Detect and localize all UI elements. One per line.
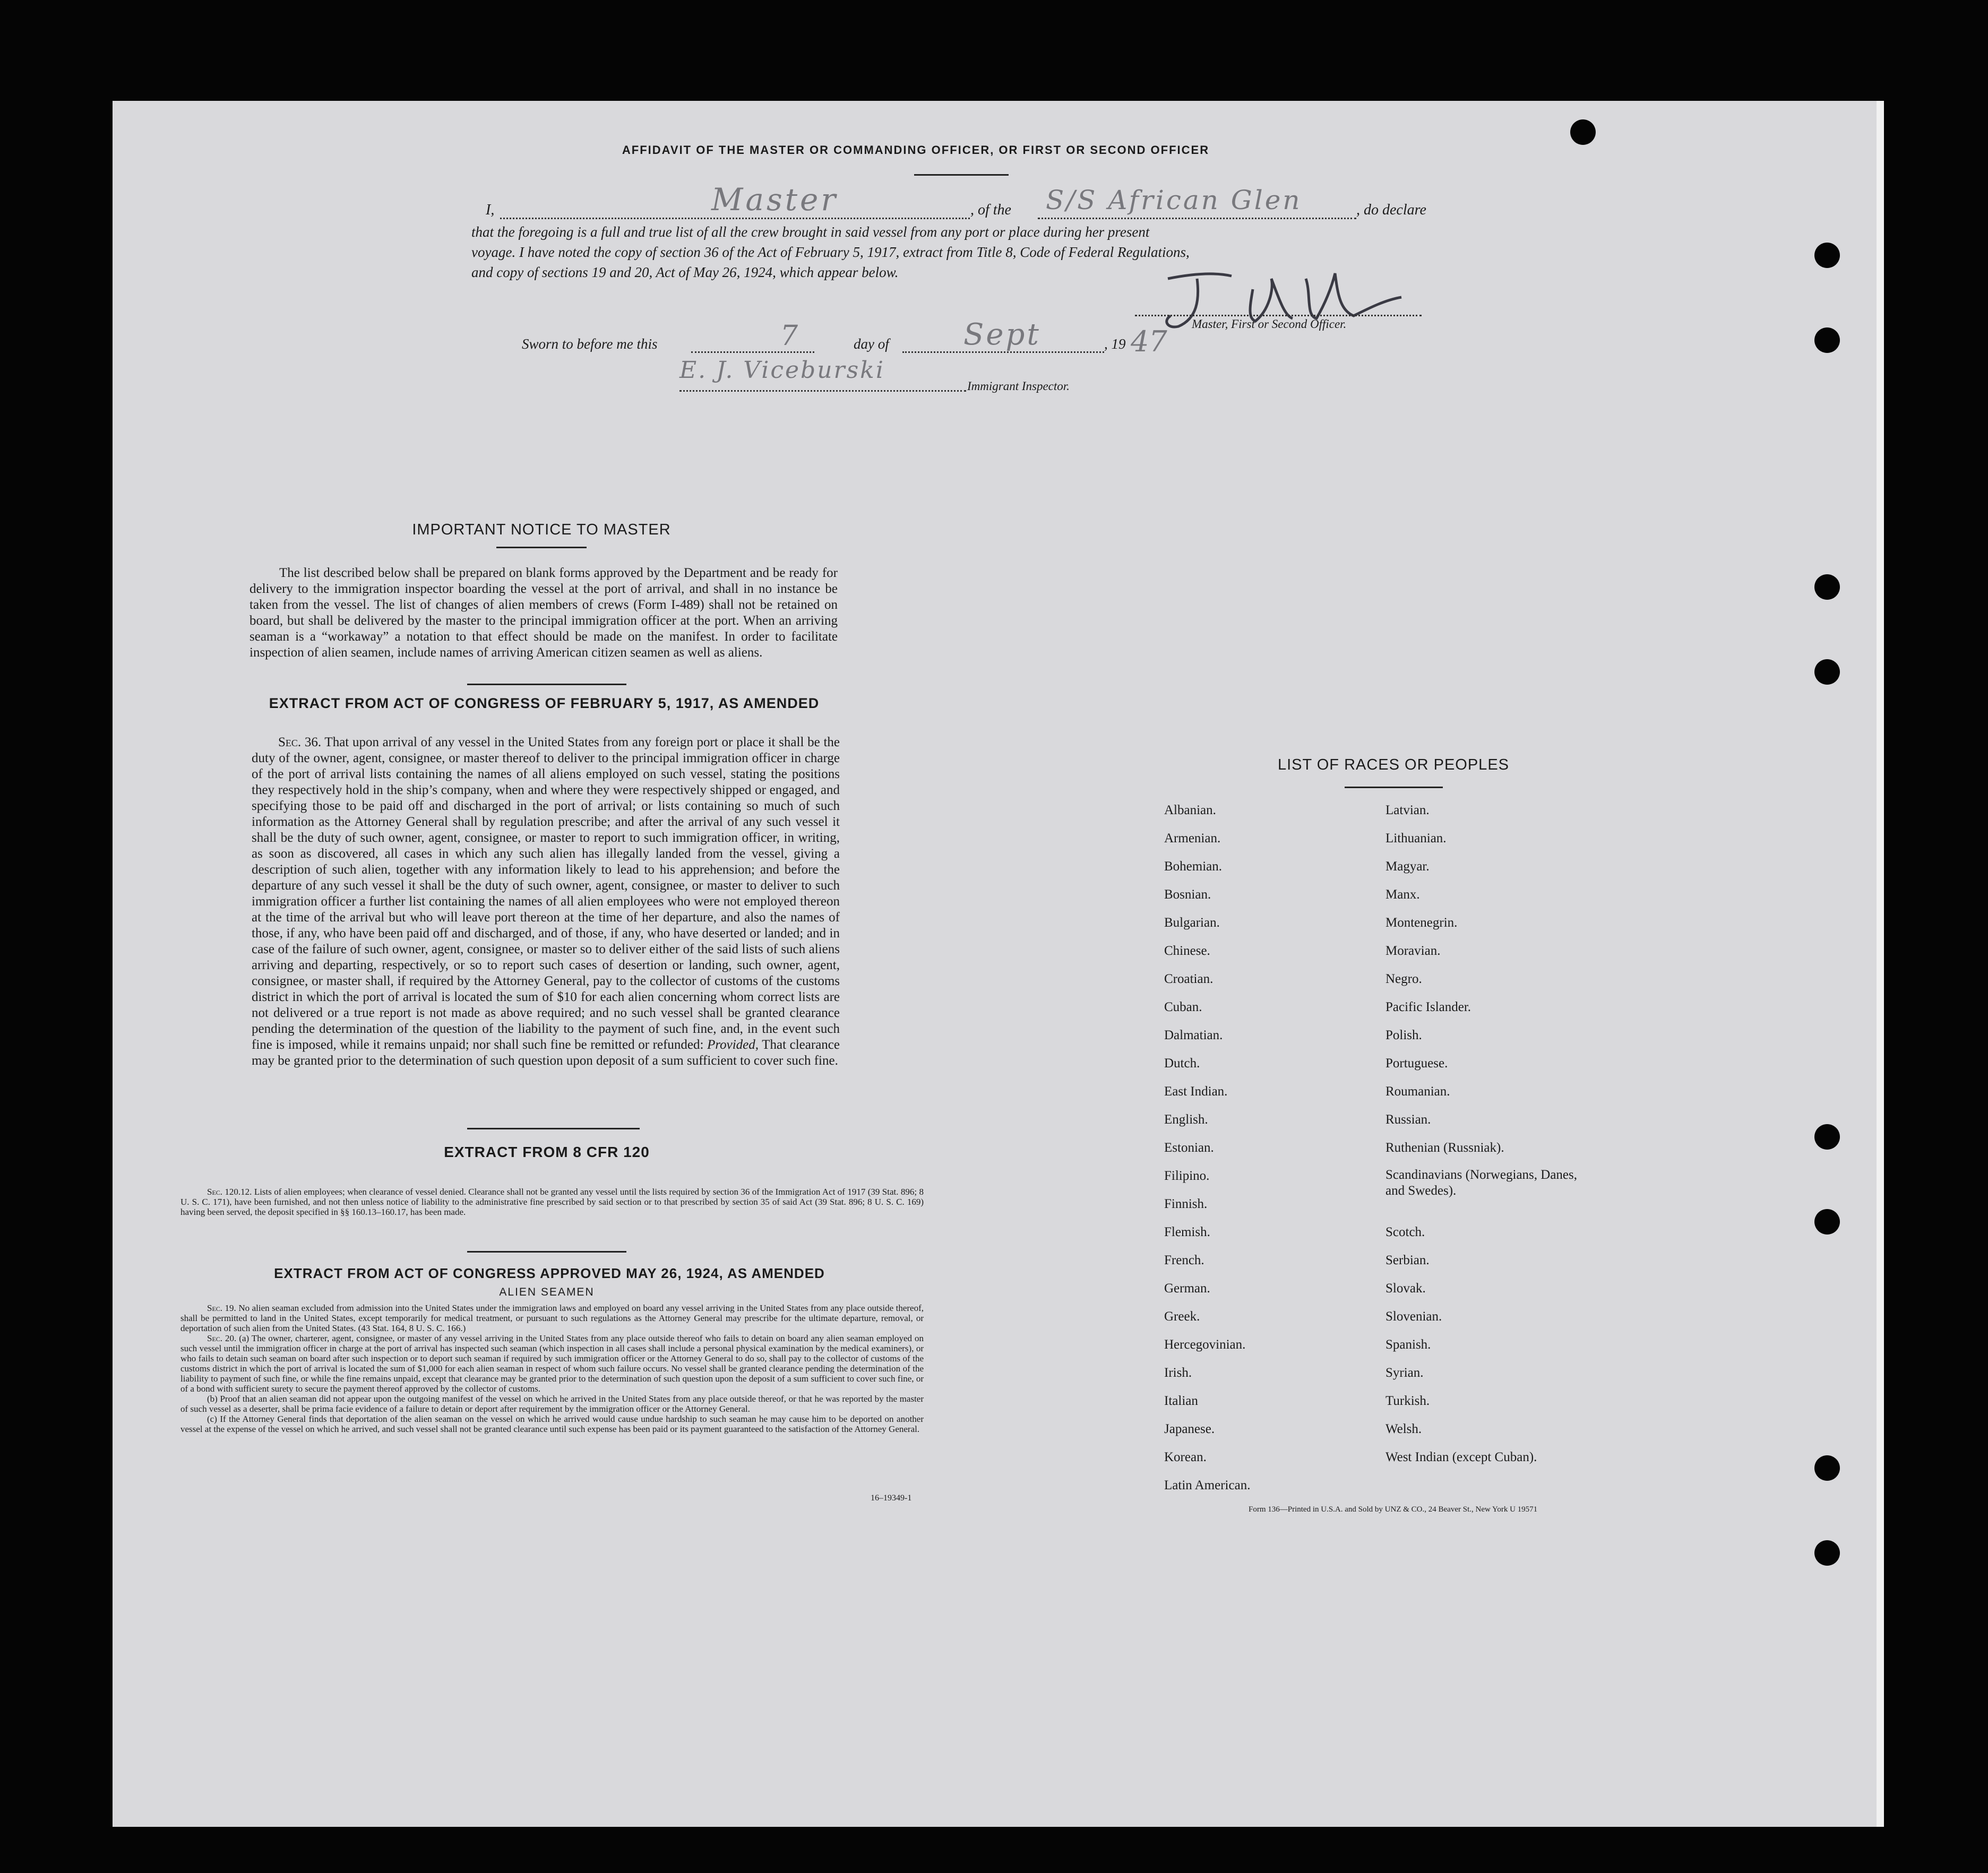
month-handwritten: Sept: [963, 317, 1041, 352]
races-left-column: [1164, 796, 1250, 1499]
vessel-handwritten: S/S African Glen: [1046, 185, 1302, 215]
binder-hole: [1814, 327, 1840, 353]
extract-cfr-text: [180, 1187, 924, 1217]
race-item: Irish.: [1164, 1366, 1192, 1380]
race-item: Dutch.: [1164, 1056, 1200, 1071]
binder-hole: [1814, 659, 1840, 685]
sec-20b-body: (b) Proof that an alien seaman did not appear upon the outgoing manifest of the vessel on which he arrived in the United States from any place outside thereof, or that he was reported by the master of such vessel as a deserter, shall be prima facie evidence of a failure to detain or deport after requirement by the immigration officer or the Attorney General.: [180, 1394, 924, 1414]
race-item: Korean.: [1164, 1450, 1207, 1464]
race-item: Chinese.: [1164, 944, 1210, 958]
sec-120-body: Lists of alien employees; when clearance of vessel denied. Clearance shall not be granted any vessel until the lists required by section 36 of the Immigration Act of 1917 (39 Stat. 896; 8 U. S. C. 171), have been furnished, and not then unless notice of liability to the administrative fine prescribed by said section or to that prescribed by section 35 of said Act (39 Stat. 896; 8 U. S. C. 169) having been served, the deposit specified in §§ 160.13–160.17, has been made.: [180, 1187, 924, 1217]
binder-hole: [1814, 243, 1840, 268]
inspector-blank: [679, 390, 966, 392]
sec-20c-body: (c) If the Attorney General finds that deportation of the alien seaman on the vessel on which he arrived would cause undue hardship to such seaman he may cause him to be deported on another vessel at the expense of the vessel on which he arrived, and such vessel shall not be granted clearance until such expense has been paid or its payment guaranteed to the satisfaction of the Attorney General.: [180, 1414, 924, 1434]
notice-divider: [496, 547, 587, 548]
race-item: Albanian.: [1164, 803, 1216, 817]
declaration-line-1: that the foregoing is a full and true list of all the crew brought in said vessel from any port or place during her present: [471, 224, 1150, 240]
year-prefix: , 19: [1104, 336, 1126, 352]
binder-hole: [1814, 1540, 1840, 1566]
race-item: Pacific Islander.: [1385, 1000, 1471, 1014]
race-item: Dalmatian.: [1164, 1028, 1223, 1042]
declaration-line-3: and copy of sections 19 and 20, Act of May 26, 1924, which appear below.: [471, 264, 899, 280]
extract-1917-title: EXTRACT FROM ACT OF CONGRESS OF FEBRUARY 5, 1917, AS AMENDED: [269, 695, 820, 711]
races-right-column: [1385, 796, 1587, 1471]
inspector-signature: E. J. Viceburski: [679, 357, 885, 384]
notice-text: The list described below shall be prepared on blank forms approved by the Department and be ready for delivery to the immigration inspector boarding the vessel at the port of arrival, and shall in no instance be taken from the vessel. The list of changes of alien members of crews (Form I-489) shall not be retained on board, but shall be delivered by the master to the principal immigration officer at the port. When an arriving seaman is a “workaway” a notation to that effect should be made on the manifest. In order to facilitate inspection of alien seamen, include names of arriving American citizen seamen as well as aliens.: [249, 566, 838, 660]
race-item: Moravian.: [1385, 944, 1441, 958]
day-of-label: day of: [854, 336, 889, 352]
sec-20c-paragraph: [180, 1414, 924, 1434]
race-item: Welsh.: [1385, 1422, 1422, 1436]
declaration-line-2: voyage. I have noted the copy of section 36 of the Act of February 5, 1917, extract from Title 8, Code of Federal Regulations,: [471, 244, 1190, 260]
binder-hole: [1814, 1209, 1840, 1235]
race-item: East Indian.: [1164, 1084, 1228, 1099]
section-divider: [467, 1128, 640, 1129]
sworn-label: Sworn to before me this: [522, 336, 658, 352]
race-item: Magyar.: [1385, 859, 1430, 874]
race-item: English.: [1164, 1112, 1208, 1127]
race-item: Spanish.: [1385, 1337, 1431, 1352]
sec-20a-body: (a) The owner, charterer, agent, consignee, or master of any vessel arriving in the United States from any place outside thereof who fails to detain on board any alien seaman employed on such vessel until the immigration officer in charge at the port of arrival has inspected such seaman (which inspection in all cases shall include a personal physical examination by the medical examiners), or who fails to detain such seaman on board after such inspection or to deport such seaman if required by such immigration officer or the Attorney General to do so, shall pay to the collector of customs of the customs district in which the port of arrival is located the sum of $1,000 for each alien seaman in respect of whom such failure occurs. No vessel shall be granted clearance pending the determination of the liability to payment of such fine, or while the fine remains unpaid, except that clearance may be granted prior to the determination of such question upon the deposit of a sum sufficient to cover such fine, or of a bond with sufficient surety to secure the payment thereof approved by the collector of customs.: [180, 1333, 924, 1394]
race-item: Negro.: [1385, 972, 1422, 986]
page-edge: [1877, 101, 1884, 1827]
vessel-blank: [1038, 218, 1356, 219]
race-item: German.: [1164, 1281, 1210, 1296]
binder-hole: [1814, 1455, 1840, 1481]
race-item: Estonian.: [1164, 1141, 1214, 1155]
sec-20-label: Sec. 20.: [207, 1333, 237, 1343]
extract-cfr-title: EXTRACT FROM 8 CFR 120: [444, 1144, 650, 1160]
signature-blank: [1135, 315, 1422, 316]
binder-hole: [1814, 574, 1840, 600]
sec-120-label: Sec. 120.12.: [207, 1187, 252, 1197]
race-item: Hercegovinian.: [1164, 1337, 1246, 1352]
races-divider: [1345, 787, 1443, 788]
do-declare-label: , do declare: [1356, 202, 1426, 218]
day-handwritten: 7: [780, 320, 798, 352]
race-item: Cuban.: [1164, 1000, 1202, 1014]
race-item: Roumanian.: [1385, 1084, 1450, 1099]
race-item: Flemish.: [1164, 1225, 1210, 1239]
sec-36-body-end: That clearance may be granted prior to the determination of such question upon deposit of a sum sufficient to cover such fine.: [252, 1038, 840, 1068]
race-item: West Indian (except Cuban).: [1385, 1450, 1537, 1464]
race-item: Croatian.: [1164, 972, 1214, 986]
inspector-caption: Immigrant Inspector.: [967, 379, 1070, 393]
race-item: Portuguese.: [1385, 1056, 1448, 1071]
section-divider: [467, 684, 626, 685]
sec-19-body: No alien seaman excluded from admission into the United States under the immigration laws and employed on board any vessel arriving in the United States from any place outside thereof, shall be permitted to land in the United States, except temporarily for medical treatment, or pursuant to such regulations as the Attorney General may prescribe for the ultimate departure, removal, or deportation of such alien from the United States. (43 Stat. 164, 8 U. S. C. 166.): [180, 1303, 924, 1333]
affidavit-title: AFFIDAVIT OF THE MASTER OR COMMANDING OFFICER, OR FIRST OR SECOND OFFICER: [622, 143, 1210, 157]
year-handwritten: 47: [1131, 325, 1167, 358]
sec-19-label: Sec. 19.: [207, 1303, 236, 1313]
sec-20a-paragraph: [180, 1333, 924, 1394]
notice-title: IMPORTANT NOTICE TO MASTER: [412, 521, 671, 538]
binder-hole: [1570, 119, 1596, 145]
sec-19-paragraph: [180, 1303, 924, 1333]
signature-caption: Master, First or Second Officer.: [1192, 317, 1347, 331]
i-label: I,: [486, 202, 495, 218]
race-item: Latvian.: [1385, 803, 1430, 817]
race-item: Slovenian.: [1385, 1309, 1442, 1324]
race-item: Montenegrin.: [1385, 916, 1458, 930]
race-item: Greek.: [1164, 1309, 1200, 1324]
race-item: Ruthenian (Russniak).: [1385, 1141, 1504, 1155]
race-item: Bohemian.: [1164, 859, 1223, 874]
binder-hole: [1814, 1124, 1840, 1150]
form-code: 16–19349-1: [871, 1494, 912, 1503]
race-item: Filipino.: [1164, 1169, 1210, 1183]
race-item: Polish.: [1385, 1028, 1422, 1042]
race-item: Serbian.: [1385, 1253, 1430, 1267]
of-the-label: , of the: [970, 202, 1011, 218]
sec-36-label: Sec. 36.: [278, 735, 322, 749]
sec-36-body: That upon arrival of any vessel in the United States from any foreign port or place it shall be the duty of the owner, agent, consignee, or master thereof to deliver to the principal immigration officer in charge of the port of arrival lists containing the names of all aliens employed on such vessel, stating the positions they respectively hold in the ship’s company, when and where they were respectively shipped or engaged, and specifying those to be paid off and discharged in the port of arrival; or lists containing so much of such information as the Attorney General shall by regulation prescribe; and after the arrival of any such vessel it shall be the duty of such owner, agent, consignee, or master to report to such immigration officer, in writing, as soon as discovered, all cases in which any such alien has illegally landed from the vessel, giving a description of such alien, together with any information likely to lead to his apprehension; and before the departure of any such vessel it shall be the duty of such owner, agent, consignee, or master to deliver to such immigration officer a further list containing the names of all alien employees who were not employed thereon at the time of the arrival but who will leave port thereon at the time of her departure, and also the names of those, if any, who have been paid off and discharged, and of those, if any, who have deserted or landed; and in case of the failure of such owner, agent, consignee, or master so to deliver either of the said lists of such aliens arriving and departing, respectively, or so to report such cases of desertion or landing, such owner, agent, consignee, or master shall, if required by the Attorney General, pay to the collector of customs of the customs district in which the port of arrival is located the sum of $10 for each alien concerning whom correct lists are not delivered or a true report is not made as above required; and no such vessel shall be granted clearance pending the determination of the question of the liability to the payment of such fine, and, in the event such fine is imposed, while it remains unpaid; nor shall such fine be remitted or refunded:: [252, 735, 840, 1052]
name-handwritten: Master: [711, 182, 839, 218]
race-item: French.: [1164, 1253, 1204, 1267]
title-divider: [914, 174, 1009, 176]
race-item: Russian.: [1385, 1112, 1431, 1127]
race-item: Finnish.: [1164, 1197, 1208, 1211]
race-item: Latin American.: [1164, 1478, 1251, 1492]
extract-1924-subtitle: ALIEN SEAMEN: [499, 1286, 595, 1298]
race-item: Scotch.: [1385, 1225, 1425, 1239]
race-item: Italian: [1164, 1394, 1198, 1408]
race-item: Bosnian.: [1164, 887, 1211, 902]
race-item: Manx.: [1385, 887, 1420, 902]
race-item: Scandinavians (Norwegians, Danes, and Swedes).: [1385, 1168, 1578, 1198]
section-divider: [467, 1251, 626, 1253]
printer-line: Form 136—Printed in U.S.A. and Sold by UNZ & CO., 24 Beaver St., New York U 19571: [1249, 1505, 1538, 1514]
race-item: Lithuanian.: [1385, 831, 1447, 845]
extract-1924-title: EXTRACT FROM ACT OF CONGRESS APPROVED MAY 26, 1924, AS AMENDED: [274, 1265, 825, 1281]
race-item: Japanese.: [1164, 1422, 1215, 1436]
races-title: LIST OF RACES OR PEOPLES: [1277, 756, 1510, 773]
extract-1917-text: [252, 735, 840, 1069]
race-item: Slovak.: [1385, 1281, 1426, 1296]
race-item: Syrian.: [1385, 1366, 1424, 1380]
name-blank: [500, 218, 970, 219]
race-item: Armenian.: [1164, 831, 1221, 845]
sec-20b-paragraph: [180, 1394, 924, 1414]
race-item: Bulgarian.: [1164, 916, 1220, 930]
provided-label: Provided,: [707, 1038, 759, 1052]
extract-1924-paragraphs: [180, 1303, 924, 1434]
race-item: Turkish.: [1385, 1394, 1430, 1408]
